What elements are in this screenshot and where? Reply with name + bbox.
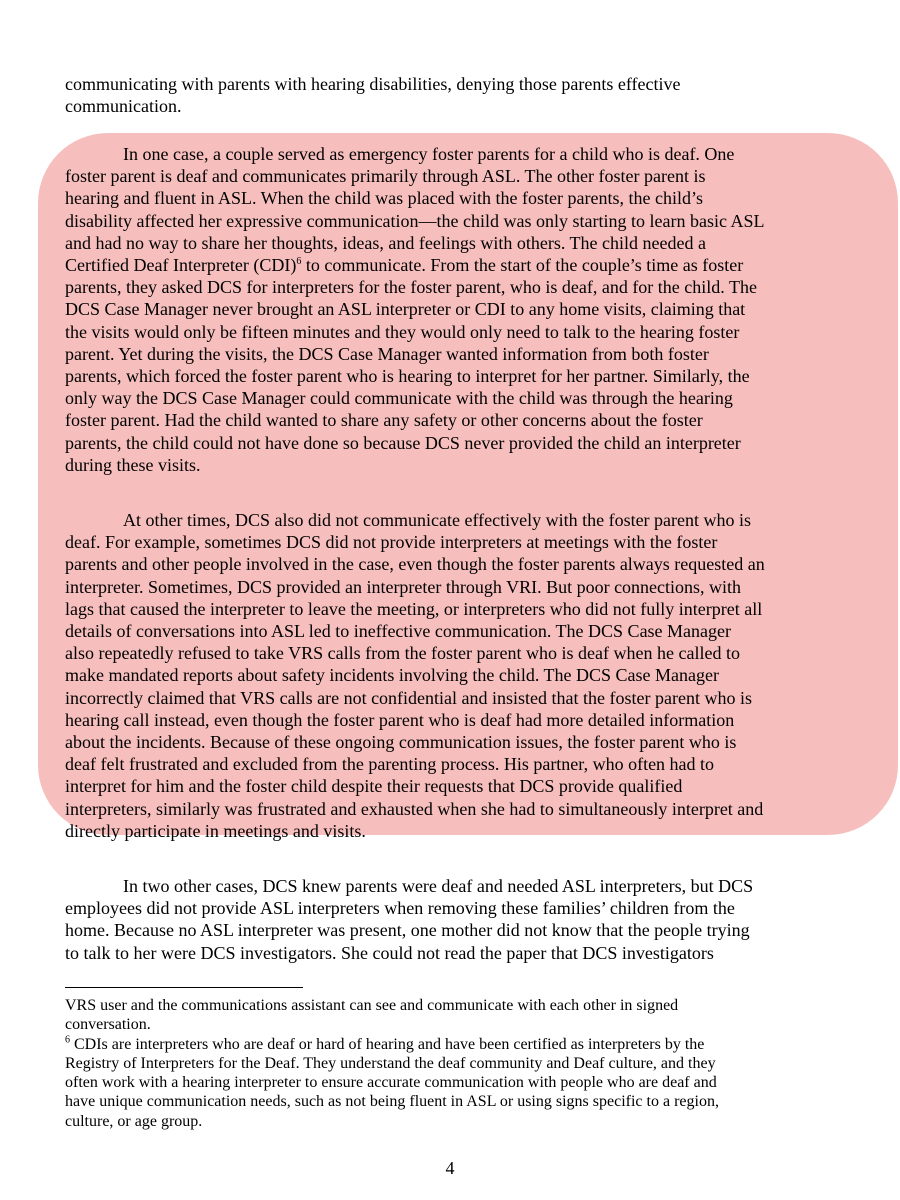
text-line: to talk to her were DCS investigators. She could not read the paper that DCS investigators (65, 942, 714, 963)
text-line: parent. Yet during the visits, the DCS Case Manager wanted information from both foster (65, 343, 709, 364)
text-line: parents, they asked DCS for interpreters for the foster parent, who is deaf, and for the child. The (65, 277, 757, 298)
text-line: make mandated reports about safety incidents involving the child. The DCS Case Manager (65, 665, 720, 686)
footnote-reference[interactable]: 6 (296, 256, 302, 268)
text-line-with-footnote (65, 254, 845, 276)
text-line: DCS Case Manager never brought an ASL interpreter or CDI to any home visits, claiming that (65, 299, 746, 320)
text-line: lags that caused the interpreter to leave the meeting, or interpreters who did not fully interpret all (65, 598, 763, 619)
paragraph-other-times (65, 509, 845, 842)
text-line: deaf felt frustrated and excluded from the parenting process. His partner, who often had to (65, 754, 715, 775)
footnote-divider (65, 987, 303, 988)
text-line: In one case, a couple served as emergency foster parents for a child who is deaf. One (123, 144, 735, 164)
footnote-line: often work with a hearing interpreter to ensure accurate communication with people who are deaf and (65, 1074, 717, 1092)
text-line: parents, the child could not have done so because DCS never provided the child an interpreter (65, 432, 741, 453)
paragraph-foster-case (65, 143, 845, 476)
footnote-6-line (65, 1035, 845, 1054)
text-line: foster parent. Had the child wanted to share any safety or other concerns about the foster (65, 410, 703, 431)
footnote-marker: 6 (65, 1034, 70, 1046)
text-line: deaf. For example, sometimes DCS did not provide interpreters at meetings with the foster (65, 532, 718, 553)
page-number: 4 (445, 1158, 455, 1178)
text-line: hearing call instead, even though the foster parent who is deaf had more detailed information (65, 709, 735, 730)
text-line: parents, which forced the foster parent who is hearing to interpret for her partner. Similarly, the (65, 366, 750, 387)
text-line: and had no way to share her thoughts, ideas, and feelings with others. The child needed a (65, 232, 706, 253)
text-line: foster parent is deaf and communicates primarily through ASL. The other foster parent is (65, 166, 706, 187)
footnote-line: VRS user and the communications assistant can see and communicate with each other in signed (65, 997, 679, 1014)
text-line: also repeatedly refused to take VRS calls from the foster parent who is deaf when he called to (65, 643, 740, 664)
text-line: home. Because no ASL interpreter was present, one mother did not know that the people trying (65, 920, 750, 941)
text-line: interpreters, similarly was frustrated and exhausted when she had to simultaneously interpret and (65, 798, 764, 819)
text-line: At other times, DCS also did not communicate effectively with the foster parent who is (123, 510, 752, 530)
text-line: parents and other people involved in the case, even though the foster parents always requested an (65, 554, 765, 575)
text-line: communication. (65, 96, 182, 117)
footnote-line: culture, or age group. (65, 1112, 203, 1130)
continuation-paragraph (65, 73, 845, 117)
footnotes (65, 996, 845, 1131)
footnote-line: conversation. (65, 1016, 151, 1034)
text-line: interpret for him and the foster child despite their requests that DCS provide qualified (65, 776, 683, 797)
text-line: hearing and fluent in ASL. When the child was placed with the foster parents, the child’s (65, 188, 703, 209)
text-line: about the incidents. Because of these ongoing communication issues, the foster parent who is (65, 732, 737, 753)
text-line: incorrectly claimed that VRS calls are not confidential and insisted that the foster parent who is (65, 687, 752, 708)
text-line: directly participate in meetings and visits. (65, 820, 366, 841)
text-line: interpreter. Sometimes, DCS provided an interpreter through VRI. But poor connections, with (65, 576, 742, 597)
text-segment: Certified Deaf Interpreter (CDI) (65, 255, 297, 276)
footnote-text: CDIs are interpreters who are deaf or hard of hearing and have been certified as interpreters by the (70, 1035, 705, 1053)
footnote-line: Registry of Interpreters for the Deaf. They understand the deaf community and Deaf culture, and they (65, 1054, 716, 1072)
text-line: during these visits. (65, 454, 201, 475)
text-line: communicating with parents with hearing disabilities, denying those parents effective (65, 74, 681, 94)
paragraph-two-other-cases (65, 875, 845, 964)
text-line: only way the DCS Case Manager could communicate with the child was through the hearing (65, 388, 733, 409)
text-line: the visits would only be fifteen minutes and they would only need to talk to the hearing foster (65, 321, 740, 342)
text-line: employees did not provide ASL interpreters when removing these families’ children from the (65, 898, 735, 919)
text-line: details of conversations into ASL led to ineffective communication. The DCS Case Manager (65, 621, 732, 642)
text-line: In two other cases, DCS knew parents were deaf and needed ASL interpreters, but DCS (123, 876, 754, 896)
text-line: disability affected her expressive communication—the child was only starting to learn basic ASL (65, 210, 765, 231)
text-segment: to communicate. From the start of the couple’s time as foster (301, 255, 744, 276)
footnote-line: have unique communication needs, such as not being fluent in ASL or using signs specific to a region, (65, 1093, 719, 1111)
